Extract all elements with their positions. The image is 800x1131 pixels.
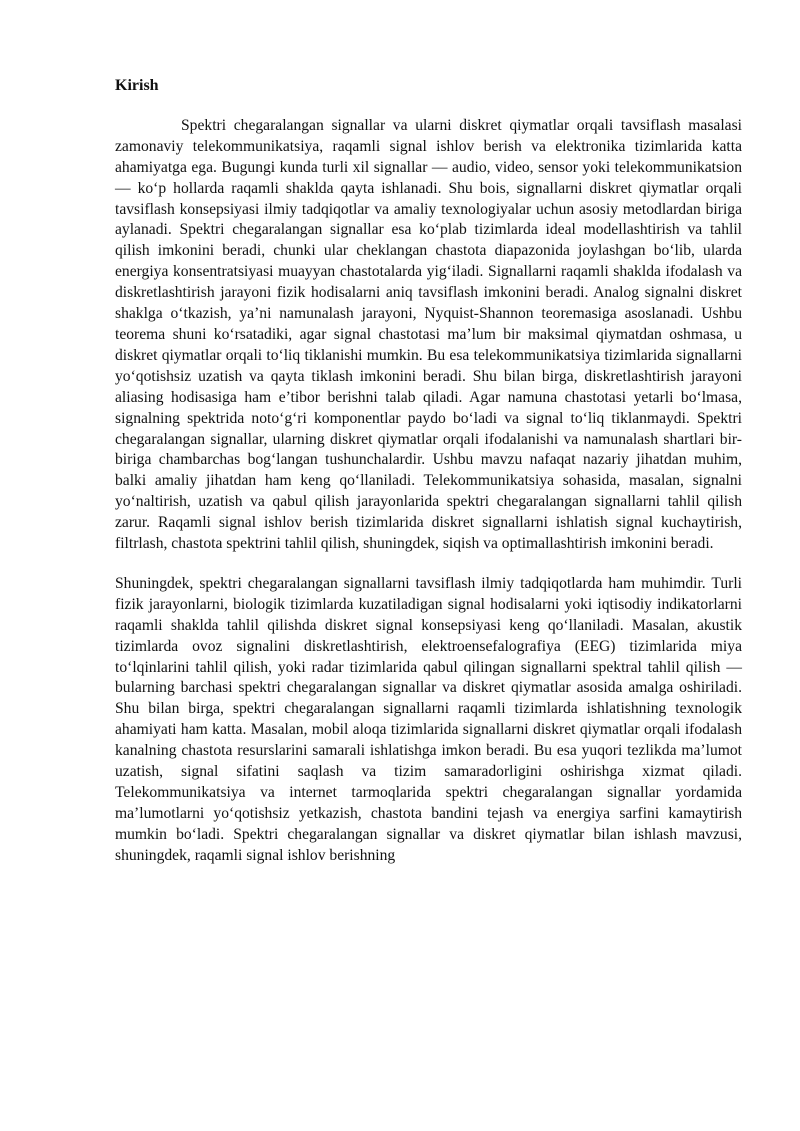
section-heading: Kirish <box>115 77 159 94</box>
document-page <box>115 76 742 867</box>
paragraph-2: Shuningdek, spektri chegaralangan signallarni tavsiflash ilmiy tadqiqotlarda ham muhimdir. Turli fizik jarayonlarni, biologik tizimlarda kuzatiladigan signal hodisalarni yoki iqtisodiy indikatorlarni raqamli shaklda tahlil qilishda diskret signal konsepsiyasi keng qo‘llaniladi. Masalan, akustik tizimlarda ovoz signalini diskretlashtirish, elektroensefalografiya (EEG) tizimlarida miya to‘lqinlarini tahlil qilish, yoki radar tizimlarida qabul qilingan signallarni spektral tahlil qilish — bularning barchasi spektri chegaralangan signallar va diskret qiymatlar asosida amalga oshiriladi. Shu bilan birga, spektri chegaralangan signallarni raqamli tizimlarda ishlatishning texnologik ahamiyati ham katta. Masalan, mobil aloqa tizimlarida signallarni diskret qiymatlar orqali ifodalash kanalning chastota resurslarini samarali ishlatishga imkon beradi. Bu esa yuqori tezlikda ma’lumot uzatish, signal sifatini saqlash va tizim samaradorligini oshirishga xizmat qiladi. Telekommunikatsiya va internet tarmoqlarida spektri chegaralangan signallar yordamida ma’lumotlarni yo‘qotishsiz yetkazish, chastota bandini tejash va energiya sarfini kamaytirish mumkin bo‘ladi. Spektri chegaralangan signallar va diskret qiymatlar bilan ishlash mavzusi, shuningdek, raqamli signal ishlov berishning <box>115 574 742 864</box>
paragraph-1: Spektri chegaralangan signallar va ularni diskret qiymatlar orqali tavsiflash masalasi zamonaviy telekommunikatsiya, raqamli signal ishlov berish va elektronika tizimlarida katta ahamiyatga ega. Bugungi kunda turli xil signallar — audio, video, sensor yoki telekommunikatsion — ko‘p hollarda raqamli shaklda qayta ishlanadi. Shu bois, signallarni diskret qiymatlar orqali tavsiflash konsepsiyasi ilmiy tadqiqotlar va amaliy texnologiyalar uchun asosiy metodlardan biriga aylanadi. Spektri chegaralangan signallar esa ko‘plab tizimlarda ideal modellashtirish va tahlil qilish imkonini beradi, chunki ular cheklangan chastota diapazonida joylashgan bo‘lib, ularda energiya konsentratsiyasi muayyan chastotalarda yig‘iladi. Signallarni raqamli shaklda ifodalash va diskretlashtirish jarayoni fizik hodisalarni aniq tavsiflash imkonini beradi. Analog signalni diskret shaklga o‘tkazish, ya’ni namunalash jarayoni, Nyquist-Shannon teoremasiga asoslanadi. Ushbu teorema shuni ko‘rsatadiki, agar signal chastotasi ma’lum bir maksimal qiymatdan oshmasa, u diskret qiymatlar orqali to‘liq tiklanishi mumkin. Bu esa telekommunikatsiya tizimlarida signallarni yo‘qotishsiz uzatish va qayta tiklash imkonini beradi. Shu bilan birga, diskretlashtirish jarayoni aliasing hodisasiga ham e’tibor berishni talab qiladi. Agar namuna chastotasi yetarli bo‘lmasa, signalning spektrida noto‘g‘ri komponentlar paydo bo‘ladi va signal to‘liq tiklanmaydi. Spektri chegaralangan signallar, ularning diskret qiymatlar orqali ifodalanishi va namunalash shartlari bir-biriga chambarchas bog‘langan tushunchalardir. Ushbu mavzu nafaqat nazariy jihatdan muhim, balki amaliy jihatdan ham keng qo‘llaniladi. Telekommunikatsiya sohasida, masalan, signalni yo‘naltirish, uzatish va qabul qilish jarayonlarida spektri chegaralangan signallarni tahlil qilish zarur. Raqamli signal ishlov berish tizimlarida diskret signallarni ishlatish signal kuchaytirish, filtrlash, chastota spektrini tahlil qilish, shuningdek, siqish va optimallashtirish imkonini beradi. <box>115 116 742 553</box>
